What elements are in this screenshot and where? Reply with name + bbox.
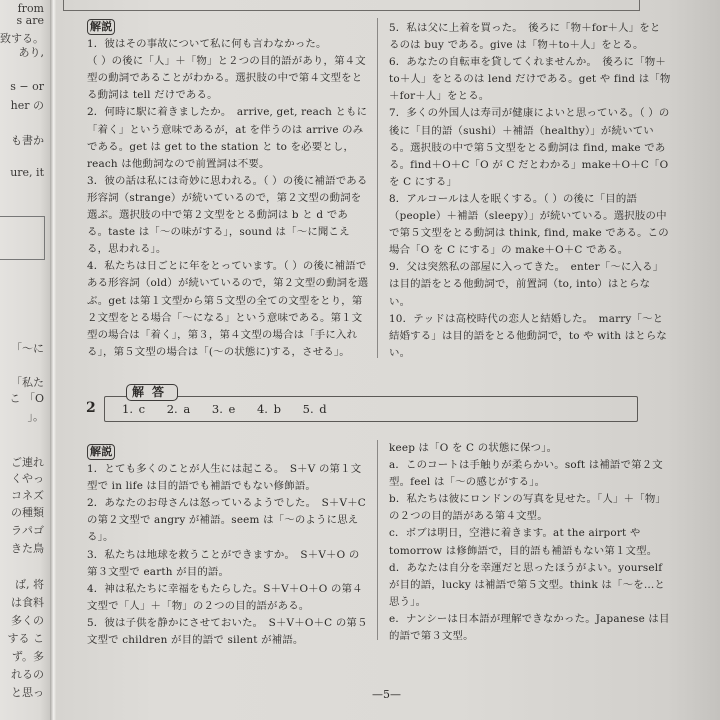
left-page-text-fragment: ラパゴ: [11, 524, 44, 537]
explanation-item: 9．父は突然私の部屋に入ってきた。 enter「〜に入る」は目的語をとる他動詞で，前置詞（to, into）はとらない。: [389, 261, 664, 308]
explanation-item: d．あなたは自分を幸運だと思ったほうがよい。yourself が目的語，lucky は補語で第５文型。think は「〜を…と思う」。: [389, 561, 665, 608]
answer-list: [122, 402, 343, 416]
left-page-text-fragment: 致する。: [0, 32, 44, 45]
column-divider: [377, 440, 378, 640]
answer-section: [86, 384, 638, 428]
left-page-text-fragment: する こ: [7, 632, 44, 645]
left-page-text-fragment: あり,: [18, 46, 44, 59]
explanation-item: 3．私たちは地球を救うことができますか。 S＋V＋O の第３文型で earth が目的語。: [87, 548, 360, 578]
left-page-text-fragment: も書か: [11, 134, 44, 147]
explanation-item: （ ）の後に「人」＋「物」と２つの目的語があり，第４文型の動詞であることがわかる。選択肢の中で第４文型をとる動詞は tell だけである。: [87, 55, 366, 102]
explanation-item: a．このコートは手触りが柔らかい。soft は補語で第２文型。feel は「〜の感じがする」。: [389, 459, 663, 489]
left-page-box: [0, 216, 45, 260]
explanation-item: 10．テッドは高校時代の恋人と結婚した。 marry「〜と結婚する」は目的語をとる他動詞で，to や with はとらない。: [389, 312, 668, 359]
left-page-text-fragment: ば, 将: [15, 578, 44, 591]
explanation-item: 4．神は私たちに幸福をもたらした。S＋V＋O＋O の第４文型で「人」＋「物」の２つの目的語がある。: [87, 582, 363, 612]
left-page-text-fragment: 「〜に: [11, 342, 44, 355]
left-page-text-fragment: くやっ: [11, 472, 44, 485]
answer-item: 3. e: [211, 402, 236, 416]
kaisetsu-label: 解説: [87, 444, 115, 460]
left-page-text-fragment: s are: [16, 14, 44, 27]
left-page-text-fragment: コネズ: [11, 489, 44, 502]
explanation-item: keep は「O を C の状態に保つ」。: [389, 442, 558, 454]
left-page-text-fragment: 」。: [27, 410, 44, 423]
explanation-item: b．私たちは彼にロンドンの写真を見せた。「人」＋「物」の２つの目的語がある第４文型。: [389, 493, 667, 523]
left-page-text-fragment: れるの: [11, 668, 44, 681]
section1-right-column: [389, 20, 671, 362]
section2-left-column: [87, 444, 369, 649]
explanation-item: 2．何時に駅に着きましたか。 arrive, get, reach ともに「着く」という意味であるが，at を伴うのは arrive のみである。get は get to the station と to を必要とし，reach は他動詞なので前置詞は不要。: [87, 106, 368, 170]
question-number: 2: [86, 400, 96, 416]
column-divider: [377, 18, 378, 358]
explanation-item: 8．アルコールは人を眠くする。（ ）の後に「目的語（people）＋補語（sleepy）」が続いている。選択肢の中で第５文型をとる動詞は think, find, make である。この場合「O を C にする」の make＋O＋C である。: [389, 192, 669, 257]
section1-left-column: [87, 19, 369, 361]
left-page-text-fragment: と思っ: [11, 686, 44, 699]
section2-right-column: [389, 440, 671, 645]
answer-item: 5. d: [302, 402, 327, 416]
explanation-item: 1．彼はその事故について私に何も言わなかった。: [87, 38, 327, 51]
explanation-item: 5．彼は子供を静かにさせておいた。 S＋V＋O＋C の第５文型で children が目的語で silent が補語。: [87, 616, 368, 647]
left-page-text-fragment: は食料: [11, 596, 44, 609]
explanation-item: 5．私は父に上着を買った。 後ろに「物＋for＋人」をとるのは buy である。give は「物＋to＋人」をとる。: [389, 22, 661, 52]
left-page-text-fragment: の種類: [11, 506, 44, 519]
left-page-text-fragment: こ 「O: [9, 392, 44, 405]
answer-item: 4. b: [256, 402, 281, 416]
left-page-text-fragment: her の: [10, 99, 44, 112]
kaisetsu-label: 解説: [87, 19, 115, 35]
left-page-text-fragment: ご連れ: [11, 456, 44, 469]
left-page-text-fragment: ure, it: [10, 166, 44, 179]
left-page-text-fragment: s − or: [10, 80, 44, 93]
explanation-item: 3．彼の話は私には奇妙に思われる。（ ）の後に補語である形容詞（strange）が続いているので，第２文型の動詞を選ぶ。選択肢の中で第２文型をとる動詞は b と d である。taste は「〜の味がする」，sound は「〜に聞こえる，思われる」。: [87, 174, 368, 256]
left-page-text-fragment: 多くの: [11, 614, 44, 627]
top-box-bottom-edge: [63, 0, 640, 11]
explanation-item: 2．あなたのお母さんは怒っているようでした。 S＋V＋C の第２文型で angry が補語。seem は「〜のように思える」。: [87, 497, 366, 544]
explanation-item: 4．私たちは日ごとに年をとっています。（ ）の後に補語である形容詞（old）が続いているので，第２文型の動詞を選ぶ。get は第１文型から第５文型の全ての文型をとり，第２文型をとる場合「〜になる」という意味である。第１文型の場合は「着く」，第３，第４文型の場合は「手に入れる」，第５文型の場合は「(〜の状態に)する，させる」。: [87, 260, 369, 358]
explanation-item: 7．多くの外国人は寿司が健康によいと思っている。（ ）の後に「目的語（sushi）＋補語（healthy）」が続いている。選択肢の中で第５文型をとる動詞は find, make である。find＋O＋C「O が C だとわかる」make＋O＋C「O を C にする」: [389, 107, 670, 188]
answer-item: 1. c: [122, 402, 146, 416]
left-page-text-fragment: きた鳥: [11, 542, 44, 555]
explanation-item: 1．とても多くのことが人生には起こる。 S＋V の第１文型で in life は目的語でも補語でもない修飾語。: [87, 463, 362, 493]
left-page-edge: [0, 0, 50, 720]
answer-item: 2. a: [166, 402, 191, 416]
page-number: —5—: [372, 688, 401, 701]
left-page-text-fragment: ず。多: [11, 650, 44, 663]
explanation-item: e．ナンシーは日本語が理解できなかった。Japanese は目的語で第３文型。: [389, 612, 670, 643]
answer-label: 解答: [126, 384, 178, 401]
left-page-text-fragment: 「私た: [11, 376, 44, 389]
left-page-text-fragment: from: [17, 2, 44, 15]
explanation-item: c．ボブは明日，空港に着きます。at the airport や tomorrow は修飾語で，目的語も補語もない第１文型。: [389, 527, 658, 557]
explanation-item: 6．あなたの自転車を貸してくれませんか。 後ろに「物＋to＋人」をとるのは lend だけである。get や find は「物＋for＋人」をとる。: [389, 56, 671, 103]
